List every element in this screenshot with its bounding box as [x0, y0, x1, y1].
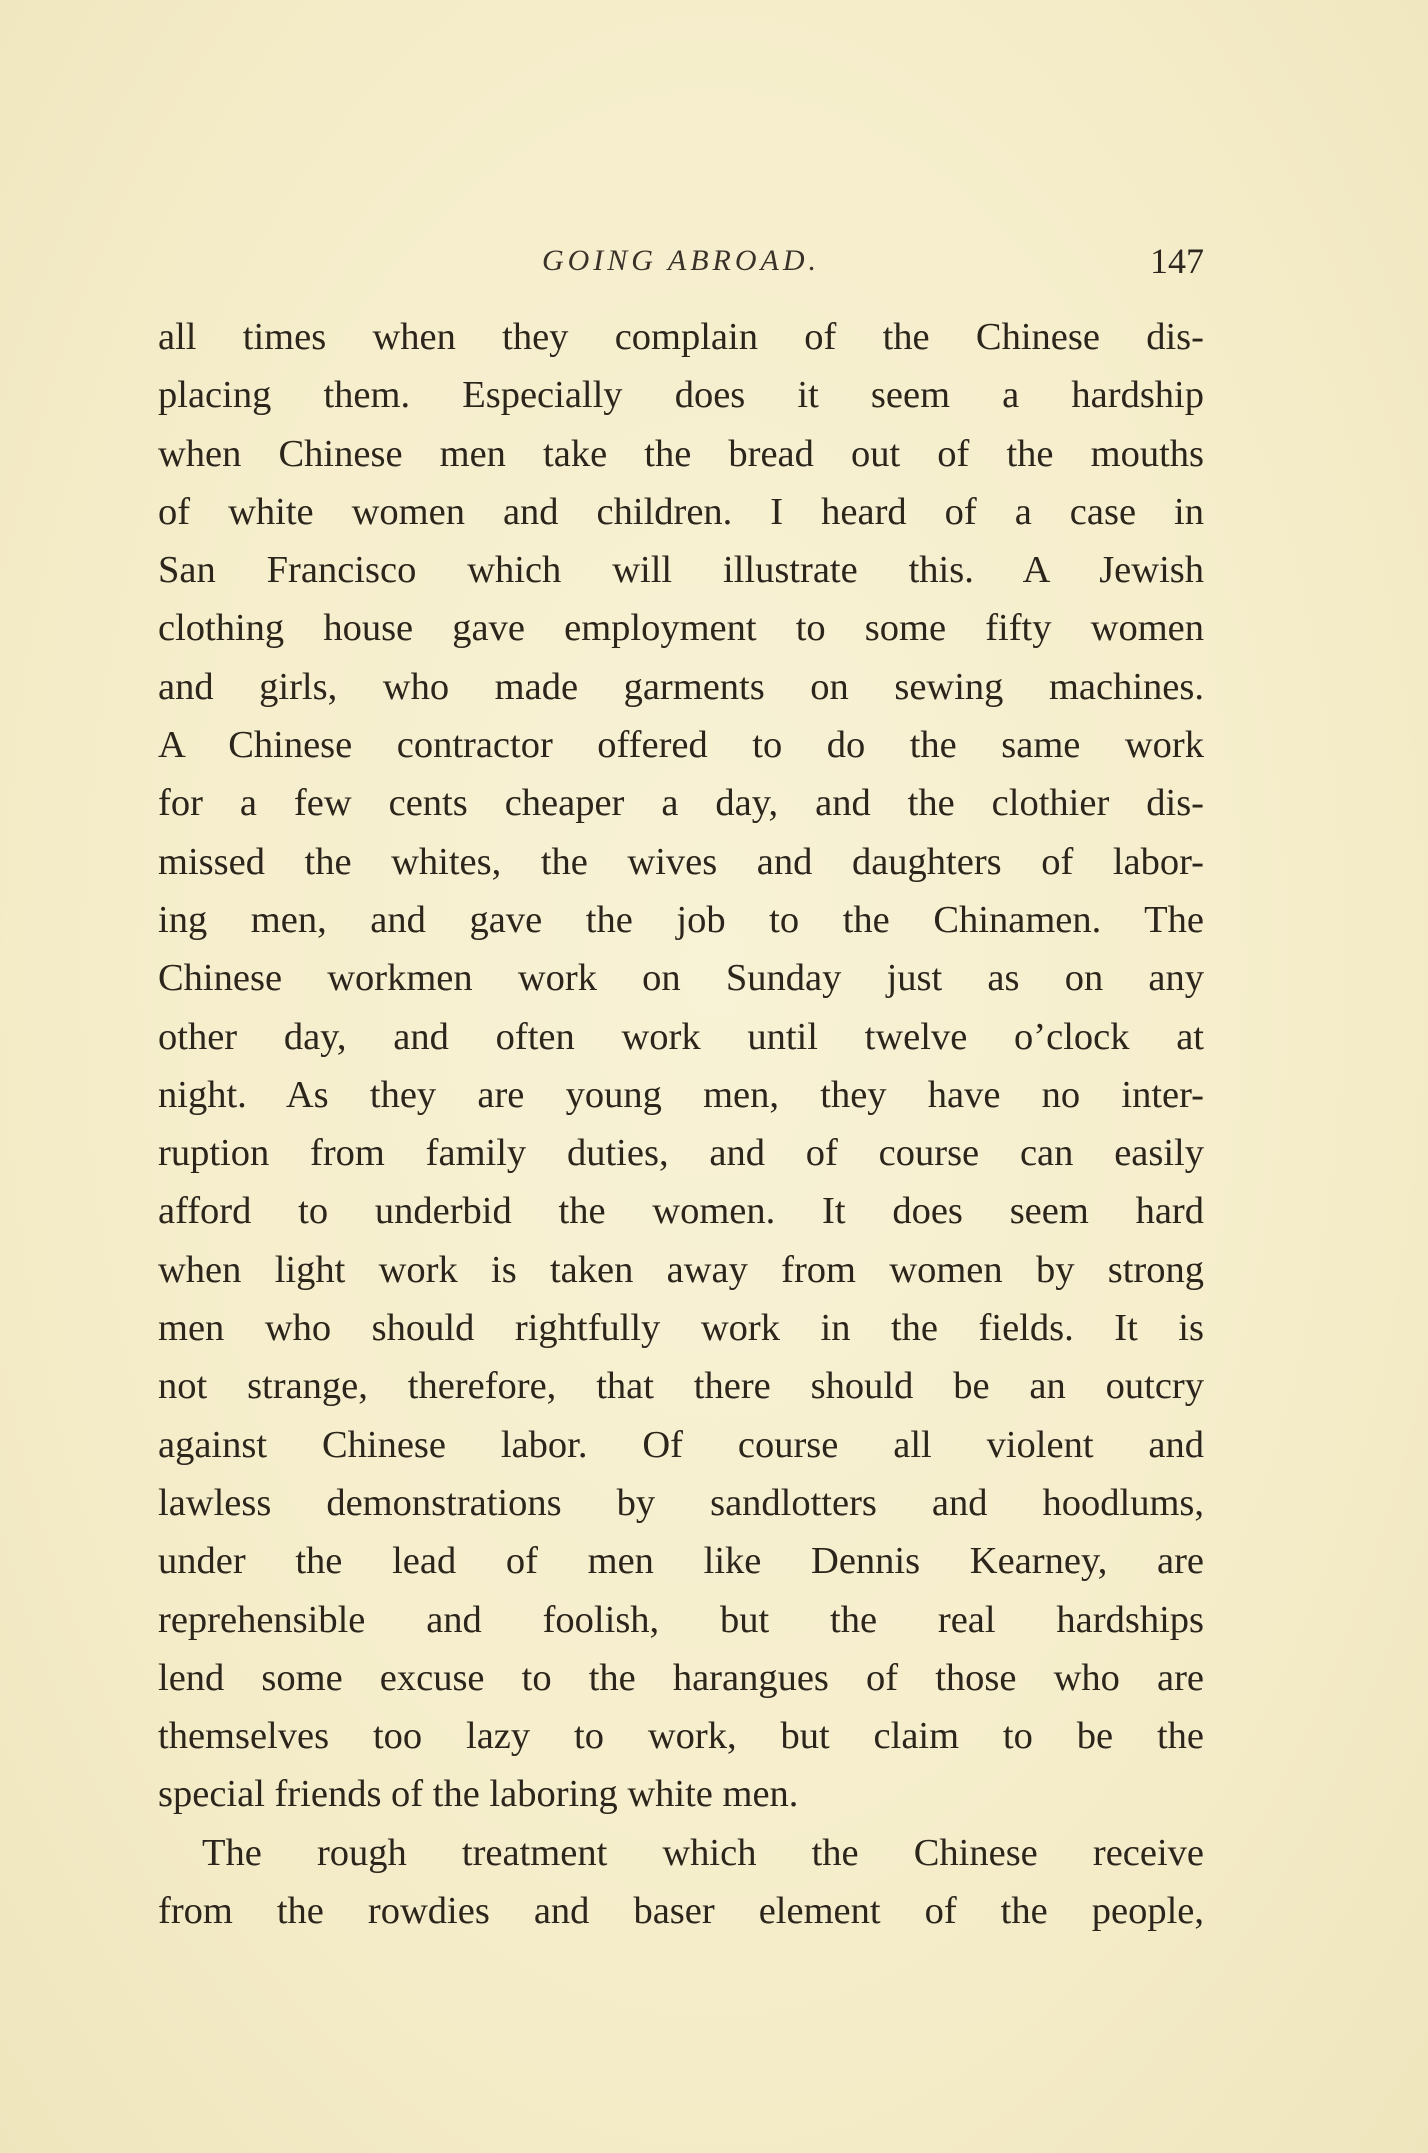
text-line: from the rowdies and baser element of the people, — [158, 1890, 1204, 1933]
text-line: not strange, therefore, that there should be an outcry — [158, 1365, 1204, 1408]
text-line: under the lead of men like Dennis Kearney, are — [158, 1540, 1204, 1583]
text-line: themselves too lazy to work, but claim to be the — [158, 1715, 1204, 1758]
text-line: against Chinese labor. Of course all violent and — [158, 1423, 1204, 1466]
text-line: men who should rightfully work in the fields. It is — [158, 1307, 1204, 1350]
running-head — [158, 240, 1204, 290]
text-line: Chinese workmen work on Sunday just as on any — [158, 957, 1204, 1000]
text-line: when Chinese men take the bread out of the mouths — [158, 432, 1204, 475]
text-line: when light work is taken away from women by strong — [158, 1248, 1204, 1291]
text-line: San Francisco which will illustrate this. A Jewish — [158, 549, 1204, 592]
text-line: of white women and children. I heard of a case in — [158, 490, 1204, 533]
text-line: lawless demonstrations by sandlotters and hoodlums, — [158, 1481, 1204, 1524]
text-line: ruption from family duties, and of course can easily — [158, 1132, 1204, 1175]
body-text — [158, 308, 1204, 1940]
paragraph — [158, 1824, 1204, 1941]
text-line: clothing house gave employment to some fifty women — [158, 607, 1204, 650]
page-number: 147 — [1150, 241, 1204, 281]
text-line: The rough treatment which the Chinese receive — [202, 1831, 1204, 1874]
paragraph — [158, 308, 1204, 1824]
text-line: for a few cents cheaper a day, and the clothier dis- — [158, 782, 1204, 825]
running-title: GOING ABROAD. — [541, 244, 821, 277]
text-line: and girls, who made garments on sewing machines. — [158, 665, 1204, 708]
text-line: A Chinese contractor offered to do the same work — [158, 724, 1204, 767]
text-line: afford to underbid the women. It does seem hard — [158, 1190, 1204, 1233]
text-line: other day, and often work until twelve o’clock at — [158, 1015, 1204, 1058]
text-line: lend some excuse to the harangues of those who are — [158, 1656, 1204, 1699]
text-line: special friends of the laboring white men. — [158, 1773, 799, 1816]
text-line: placing them. Especially does it seem a hardship — [158, 374, 1204, 417]
text-line: reprehensible and foolish, but the real hardships — [158, 1598, 1204, 1641]
text-line: night. As they are young men, they have no inter- — [158, 1073, 1204, 1116]
text-line: missed the whites, the wives and daughters of labor- — [158, 840, 1204, 883]
text-line: ing men, and gave the job to the Chinamen. The — [158, 898, 1204, 941]
text-line: all times when they complain of the Chinese dis- — [158, 316, 1204, 358]
